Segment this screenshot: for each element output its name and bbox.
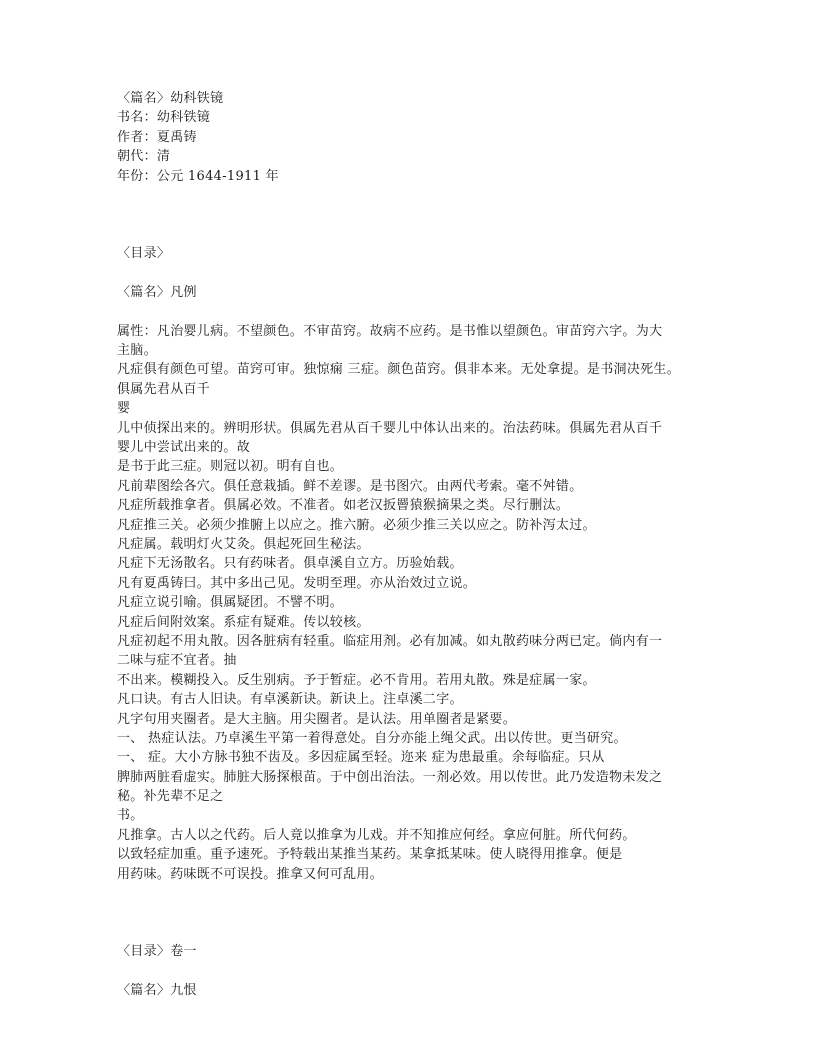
body-line: 凡症所载推拿者。俱属必效。不准者。如老汉扳罾猿猴摘果之类。尽行删汰。 <box>117 498 570 514</box>
body-line: 婴 <box>117 401 131 417</box>
spacer <box>117 186 717 205</box>
dynasty: 朝代：清 <box>117 149 171 165</box>
body-line: 凡症推三关。必须少推腑上以应之。推六腑。必须少推三关以应之。防补泻太过。 <box>117 517 596 533</box>
document-page <box>117 89 717 1000</box>
spacer <box>117 962 717 981</box>
body-line: 凡口诀。有古人旧诀。有卓溪新诀。新诀上。注卓溪二字。 <box>117 692 463 708</box>
spacer <box>117 884 717 903</box>
body-line: 主脑。 <box>117 343 157 359</box>
body-line: 凡推拿。古人以之代药。后人竟以推拿为儿戏。并不知推应何经。拿应何脏。所代何药。 <box>117 827 636 843</box>
body-line: 凡症初起不用丸散。因各脏病有轻重。临症用剂。必有加减。如丸散药味分两已定。倘内有一 <box>117 633 663 649</box>
section-heading-fanli: 〈篇名〉凡例 <box>117 284 197 300</box>
section-heading-jiuhen: 〈篇名〉九恨 <box>117 982 197 998</box>
body-line: 书。 <box>117 808 144 824</box>
author: 作者：夏禹铸 <box>117 129 197 145</box>
spacer <box>117 225 717 244</box>
body-line: 儿中侦探出来的。辨明形状。俱属先君从百千婴儿中体认出来的。治法药味。俱属先君从百千 <box>117 420 663 436</box>
body-line: 凡有夏禹铸曰。其中多出己见。发明至理。亦从治效过立说。 <box>117 575 477 591</box>
fanli-body <box>117 322 717 884</box>
body-line: 一、 症。大小方脉书独不齿及。多因症属至轻。迩来 症为患最重。余每临症。只从 <box>117 750 605 766</box>
spacer <box>117 205 717 224</box>
body-line: 秘。补先辈不足之 <box>117 789 224 805</box>
body-line: 俱属先君从百千 <box>117 381 211 397</box>
body-line: 凡症属。载明灯火艾灸。俱起死回生秘法。 <box>117 536 370 552</box>
body-line: 二味与症不宜者。抽 <box>117 653 237 669</box>
body-line: 凡症立说引喻。俱属疑团。不譬不明。 <box>117 595 344 611</box>
toc-heading-juan1: 〈目录〉卷一 <box>117 944 197 960</box>
spacer <box>117 264 717 283</box>
body-line: 凡字句用夹圈者。是大主脑。用尖圈者。是认法。用单圈者是紧要。 <box>117 711 517 727</box>
years: 年份：公元 1644-1911 年 <box>117 168 279 184</box>
body-line: 凡症俱有颜色可望。苗窍可审。独惊痫 三症。颜色苗窍。俱非本来。无处拿提。是书洞决死生。 <box>117 362 681 378</box>
title-line: 〈篇名〉幼科铁镜 <box>117 91 224 106</box>
spacer <box>117 923 717 942</box>
body-line: 凡症后间附效案。系症有疑难。传以较核。 <box>117 614 370 630</box>
book-name: 书名：幼科铁镜 <box>117 110 211 126</box>
toc-marker: 〈目录〉 <box>117 246 171 262</box>
body-line: 婴儿中尝试出来的。故 <box>117 440 251 456</box>
body-line: 凡前辈图绘各穴。俱任意栽插。鲜不差谬。是书图穴。由两代考索。毫不舛错。 <box>117 478 583 494</box>
body-line: 以致轻症加重。重予速死。予特载出某推当某药。某拿抵某味。使人晓得用推拿。便是 <box>117 847 623 863</box>
body-line: 凡症下无汤散名。只有药味者。俱卓溪自立方。历验始载。 <box>117 556 463 572</box>
body-line: 一、 热症认法。乃卓溪生平第一着得意处。自分亦能上绳父武。出以传世。更当研究。 <box>117 730 627 746</box>
body-line: 脾肺两脏看虚实。肺脏大肠探根苗。于中创出治法。一剂必效。用以传世。此乃发造物未发之 <box>117 769 663 785</box>
body-line: 属性：凡治婴儿病。不望颜色。不审苗窍。故病不应药。是书惟以望颜色。审苗窍六字。为大 <box>117 323 663 339</box>
body-line: 用药味。药味既不可误投。推拿又何可乱用。 <box>117 866 384 882</box>
body-line: 不出来。模糊投入。反生别病。予于暂症。必不肯用。若用丸散。殊是症属一家。 <box>117 672 596 688</box>
spacer <box>117 302 717 321</box>
spacer <box>117 903 717 922</box>
body-line: 是书于此三症。则冠以初。明有自也。 <box>117 459 344 475</box>
